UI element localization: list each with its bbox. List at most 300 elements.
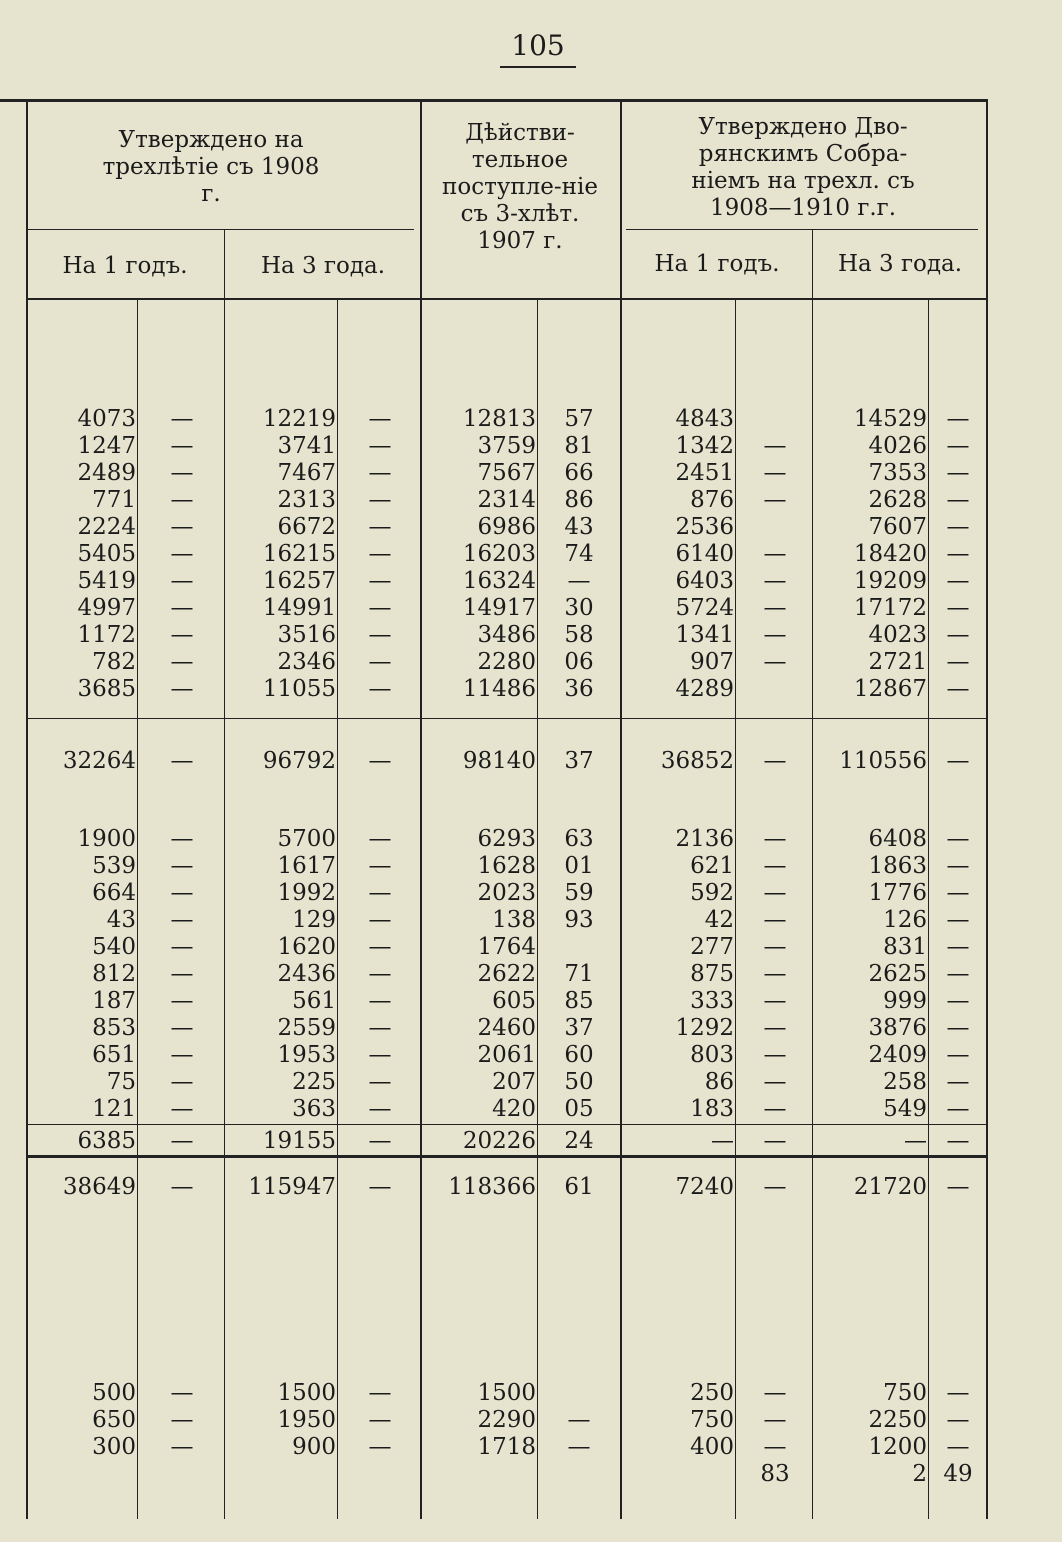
cell-assembly-3y-kop: — [946,1128,970,1154]
cell-approved-3y-rub: 5700 [277,826,336,852]
cell-actual-rub: 2622 [477,961,536,987]
cell-assembly-year-rub: 1342 [675,433,734,459]
cell-assembly-3y-rub: 1200 [868,1434,927,1460]
kop-divider-4 [735,300,736,1519]
cell-assembly-year-rub: 2136 [675,826,734,852]
header-approved-1908-per-3-years: На 3 года. [260,253,386,279]
cell-actual-rub: 7567 [477,460,536,486]
cell-actual-rub: 420 [492,1096,536,1122]
cell-assembly-3y-rub: 12867 [853,676,927,702]
table-left-border [26,101,28,1519]
cell-approved-3y-rub: 225 [292,1069,336,1095]
cell-assembly-year-kop: — [763,1015,787,1041]
cell-actual-rub: 2061 [477,1042,536,1068]
cell-assembly-3y-rub: 14529 [853,406,927,432]
cell-actual-rub: 118366 [448,1174,536,1200]
cell-assembly-year-rub: 7240 [675,1174,734,1200]
cell-approved-year-kop: — [170,595,194,621]
cell-assembly-year-kop: — [763,1174,787,1200]
cell-approved-year-rub: 4073 [77,406,136,432]
cell-approved-3y-kop: — [368,853,392,879]
cell-assembly-3y-kop: — [946,649,970,675]
header-approved-1908-per-year: На 1 годъ. [62,253,188,279]
cell-actual-kop: 71 [564,961,594,987]
cell-assembly-year-kop: — [763,1407,787,1433]
cell-approved-3y-rub: 1950 [277,1407,336,1433]
cell-assembly-3y-rub: 17172 [853,595,927,621]
cell-approved-3y-rub: 3516 [277,622,336,648]
page-number: 105 [500,26,576,68]
cell-approved-3y-rub: 2559 [277,1015,336,1041]
cell-assembly-year-kop: — [763,568,787,594]
cell-approved-year-rub: 539 [92,853,136,879]
cell-approved-3y-kop: — [368,1434,392,1460]
cell-assembly-3y-kop: — [946,676,970,702]
cell-assembly-3y-rub: 4023 [868,622,927,648]
cell-assembly-3y-rub: 831 [883,934,927,960]
cell-approved-3y-rub: 2346 [277,649,336,675]
cell-assembly-year-kop: — [763,748,787,774]
cell-assembly-3y-kop: — [946,406,970,432]
cell-approved-year-kop: — [170,460,194,486]
cell-actual-rub: 6986 [477,514,536,540]
cell-actual-kop: 63 [564,826,594,852]
cell-assembly-3y-kop: — [946,1407,970,1433]
cell-assembly-year-kop: — [763,1069,787,1095]
cell-assembly-year-rub: — [711,1128,734,1154]
cell-approved-3y-rub: 115947 [248,1174,336,1200]
cell-approved-3y-kop: — [368,1380,392,1406]
cell-approved-year-rub: 300 [92,1434,136,1460]
cell-actual-kop: 60 [564,1042,594,1068]
cell-assembly-year-kop: — [763,988,787,1014]
cell-approved-year-kop: — [170,907,194,933]
header-approved-assembly: Утверждено Дво-рянскимъ Собра-ніемъ на трехл. съ 1908—1910 г.г. [691,114,915,221]
cell-approved-3y-kop: — [368,460,392,486]
cell-approved-3y-kop: — [368,1096,392,1122]
cell-actual-rub: 20226 [462,1128,536,1154]
cell-assembly-3y-kop: 49 [943,1461,973,1487]
cell-assembly-3y-kop: — [946,1096,970,1122]
cell-actual-rub: 2290 [477,1407,536,1433]
cell-approved-3y-kop: — [368,907,392,933]
cell-assembly-year-kop: — [763,595,787,621]
cell-approved-3y-kop: — [368,1128,392,1154]
cell-actual-rub: 138 [492,907,536,933]
cell-assembly-3y-kop: — [946,622,970,648]
cell-assembly-year-rub: 1341 [675,622,734,648]
cell-approved-year-rub: 2489 [77,460,136,486]
cell-approved-year-kop: — [170,568,194,594]
cell-actual-rub: 16203 [462,541,536,567]
cell-assembly-3y-kop: — [946,1015,970,1041]
cell-assembly-3y-rub: 6408 [868,826,927,852]
cell-assembly-3y-kop: — [946,568,970,594]
cell-actual-rub: 11486 [462,676,536,702]
header-actual-receipt-1907: Дѣйстви-тельное поступле-ніе съ 3-хлѣт. 1907 г. [442,120,598,254]
cell-approved-3y-kop: — [368,1174,392,1200]
cell-actual-rub: 1500 [477,1380,536,1406]
cell-actual-rub: 98140 [462,748,536,774]
cell-assembly-3y-rub: 18420 [853,541,927,567]
cell-actual-kop: 37 [564,1015,594,1041]
cell-assembly-year-rub: 875 [690,961,734,987]
cell-approved-year-rub: 664 [92,880,136,906]
cell-assembly-year-kop: — [763,1096,787,1122]
cell-assembly-3y-kop: — [946,541,970,567]
cell-assembly-year-rub: 183 [690,1096,734,1122]
cell-approved-year-kop: — [170,880,194,906]
cell-assembly-year-kop: — [763,487,787,513]
cell-actual-kop: 05 [564,1096,594,1122]
cell-assembly-3y-rub: 999 [883,988,927,1014]
cell-approved-year-kop: — [170,541,194,567]
cell-assembly-year-rub: 750 [690,1407,734,1433]
cell-actual-kop: 58 [564,622,594,648]
cell-approved-3y-kop: — [368,676,392,702]
cell-approved-year-kop: — [170,961,194,987]
cell-assembly-3y-rub: 2625 [868,961,927,987]
cell-actual-kop: 81 [564,433,594,459]
cell-approved-3y-kop: — [368,1042,392,1068]
cell-approved-year-rub: 812 [92,961,136,987]
cell-actual-rub: 2023 [477,880,536,906]
cell-approved-3y-kop: — [368,487,392,513]
cell-approved-year-rub: 5419 [77,568,136,594]
cell-assembly-year-kop: — [763,1380,787,1406]
cell-approved-3y-kop: — [368,568,392,594]
cell-assembly-3y-rub: 1863 [868,853,927,879]
cell-actual-rub: 2460 [477,1015,536,1041]
cell-assembly-year-kop: — [763,907,787,933]
cell-assembly-3y-rub: 126 [883,907,927,933]
cell-assembly-year-rub: 6403 [675,568,734,594]
cell-approved-year-rub: 771 [92,487,136,513]
cell-approved-3y-kop: — [368,1069,392,1095]
cell-approved-year-rub: 75 [106,1069,136,1095]
cell-approved-3y-kop: — [368,649,392,675]
cell-approved-year-kop: — [170,1174,194,1200]
cell-approved-3y-kop: — [368,988,392,1014]
cell-assembly-3y-kop: — [946,853,970,879]
cell-assembly-year-rub: 36852 [660,748,734,774]
cell-approved-3y-kop: — [368,406,392,432]
cell-approved-year-kop: — [170,853,194,879]
cell-actual-rub: 16324 [462,568,536,594]
cell-assembly-3y-kop: — [946,826,970,852]
cell-approved-year-kop: — [170,988,194,1014]
cell-approved-year-rub: 5405 [77,541,136,567]
cell-approved-year-rub: 121 [92,1096,136,1122]
cell-assembly-year-kop: — [763,1042,787,1068]
cell-assembly-3y-kop: — [946,988,970,1014]
cell-actual-rub: 1718 [477,1434,536,1460]
header-assembly-per-year: На 1 годъ. [654,251,780,277]
cell-actual-kop: 37 [564,748,594,774]
cell-approved-3y-rub: 16257 [262,568,336,594]
section-rule-2 [26,1124,986,1125]
cell-actual-rub: 3486 [477,622,536,648]
cell-approved-3y-rub: 363 [292,1096,336,1122]
cell-assembly-3y-kop: — [946,433,970,459]
cell-approved-3y-rub: 19155 [262,1128,336,1154]
cell-approved-3y-rub: 96792 [262,748,336,774]
cell-approved-year-rub: 38649 [62,1174,136,1200]
cell-approved-year-rub: 2224 [77,514,136,540]
cell-approved-year-kop: — [170,1096,194,1122]
cell-approved-year-rub: 32264 [62,748,136,774]
cell-approved-3y-kop: — [368,595,392,621]
table-right-border [986,101,988,1519]
cell-assembly-year-rub: 400 [690,1434,734,1460]
cell-assembly-year-rub: 5724 [675,595,734,621]
cell-approved-year-kop: — [170,676,194,702]
cell-assembly-3y-kop: — [946,1042,970,1068]
cell-approved-3y-rub: 3741 [277,433,336,459]
cell-assembly-year-rub: 2451 [675,460,734,486]
cell-approved-year-kop: — [170,433,194,459]
cell-assembly-3y-rub: 2250 [868,1407,927,1433]
cell-assembly-3y-rub: 2409 [868,1042,927,1068]
cell-approved-3y-kop: — [368,748,392,774]
cell-approved-year-rub: 187 [92,988,136,1014]
cell-approved-3y-rub: 14991 [262,595,336,621]
cell-assembly-3y-kop: — [946,595,970,621]
cell-actual-rub: 1764 [477,934,536,960]
cell-assembly-year-rub: 2536 [675,514,734,540]
kop-divider-1 [137,300,138,1519]
cell-assembly-3y-kop: — [946,748,970,774]
cell-approved-year-rub: 853 [92,1015,136,1041]
cell-actual-kop: — [567,1407,591,1433]
kop-divider-2 [337,300,338,1519]
cell-assembly-year-rub: 876 [690,487,734,513]
cell-approved-year-rub: 1247 [77,433,136,459]
cell-approved-3y-rub: 7467 [277,460,336,486]
table-top-rule [0,99,988,102]
cell-actual-kop: 93 [564,907,594,933]
cell-approved-year-rub: 651 [92,1042,136,1068]
cell-assembly-3y-rub: 3876 [868,1015,927,1041]
cell-approved-year-kop: — [170,487,194,513]
cell-approved-year-kop: — [170,1042,194,1068]
cell-approved-3y-kop: — [368,514,392,540]
cell-assembly-year-kop: — [763,460,787,486]
cell-approved-3y-kop: — [368,880,392,906]
cell-assembly-3y-kop: — [946,1380,970,1406]
cell-assembly-year-rub: 1292 [675,1015,734,1041]
cell-assembly-year-kop: — [763,961,787,987]
cell-assembly-3y-kop: — [946,880,970,906]
cell-assembly-year-kop: — [763,934,787,960]
cell-approved-year-rub: 500 [92,1380,136,1406]
cell-actual-kop: 50 [564,1069,594,1095]
cell-assembly-year-kop: — [763,826,787,852]
cell-actual-kop: 74 [564,541,594,567]
cell-approved-year-kop: — [170,622,194,648]
cell-approved-year-kop: — [170,514,194,540]
cell-assembly-year-rub: 6140 [675,541,734,567]
cell-actual-kop: 66 [564,460,594,486]
cell-assembly-3y-kop: — [946,460,970,486]
cell-assembly-year-kop: — [763,622,787,648]
cell-actual-kop: 01 [564,853,594,879]
cell-approved-3y-kop: — [368,433,392,459]
cell-assembly-year-kop: — [763,649,787,675]
cell-approved-year-kop: — [170,748,194,774]
cell-assembly-year-rub: 333 [690,988,734,1014]
cell-assembly-3y-rub: 4026 [868,433,927,459]
cell-assembly-3y-rub: 2628 [868,487,927,513]
cell-actual-kop: 61 [564,1174,594,1200]
cell-approved-year-rub: 540 [92,934,136,960]
cell-assembly-year-kop: — [763,541,787,567]
cell-actual-kop: 06 [564,649,594,675]
cell-approved-year-rub: 4997 [77,595,136,621]
cell-assembly-3y-rub: 2 [912,1461,927,1487]
cell-assembly-3y-kop: — [946,487,970,513]
cell-assembly-3y-rub: 7353 [868,460,927,486]
cell-approved-year-rub: 782 [92,649,136,675]
cell-assembly-year-rub: 42 [704,907,734,933]
cell-assembly-year-rub: 803 [690,1042,734,1068]
cell-approved-year-rub: 1900 [77,826,136,852]
cell-actual-rub: 605 [492,988,536,1014]
cell-actual-kop: 57 [564,406,594,432]
kop-divider-3 [537,300,538,1519]
cell-assembly-year-rub: 621 [690,853,734,879]
cell-approved-year-kop: — [170,1434,194,1460]
cell-assembly-3y-rub: 2721 [868,649,927,675]
cell-assembly-year-kop: — [763,853,787,879]
cell-approved-3y-rub: 16215 [262,541,336,567]
cell-actual-kop: 24 [564,1128,594,1154]
header-bottom-rule [26,298,986,300]
cell-assembly-3y-kop: — [946,514,970,540]
cell-actual-kop: — [567,1434,591,1460]
cell-assembly-year-rub: 4289 [675,676,734,702]
header-mid-rule-left [26,229,414,230]
cell-approved-3y-rub: 11055 [262,676,336,702]
cell-approved-3y-kop: — [368,934,392,960]
cell-assembly-year-rub: 907 [690,649,734,675]
cell-actual-rub: 2280 [477,649,536,675]
cell-approved-3y-rub: 12219 [262,406,336,432]
cell-approved-year-kop: — [170,1128,194,1154]
cell-assembly-3y-kop: — [946,961,970,987]
cell-assembly-3y-rub: 549 [883,1096,927,1122]
cell-actual-rub: 6293 [477,826,536,852]
cell-assembly-3y-kop: — [946,934,970,960]
cell-assembly-3y-rub: 19209 [853,568,927,594]
cell-approved-3y-rub: 1620 [277,934,336,960]
col-divider-1 [420,101,422,1519]
cell-approved-3y-rub: 1500 [277,1380,336,1406]
cell-assembly-3y-rub: 258 [883,1069,927,1095]
cell-approved-year-rub: 3685 [77,676,136,702]
cell-actual-rub: 14917 [462,595,536,621]
cell-actual-kop: 43 [564,514,594,540]
section-rule-1 [26,718,986,719]
cell-assembly-year-kop: — [763,433,787,459]
cell-assembly-year-kop: — [763,880,787,906]
cell-approved-3y-kop: — [368,826,392,852]
cell-approved-3y-rub: 2436 [277,961,336,987]
cell-actual-kop: 30 [564,595,594,621]
cell-approved-3y-rub: 900 [292,1434,336,1460]
cell-assembly-3y-kop: — [946,1434,970,1460]
cell-approved-3y-kop: — [368,622,392,648]
cell-approved-year-kop: — [170,406,194,432]
cell-approved-year-rub: 1172 [77,622,136,648]
cell-approved-3y-rub: 1992 [277,880,336,906]
cell-actual-kop: — [567,568,591,594]
cell-actual-rub: 207 [492,1069,536,1095]
cell-approved-year-kop: — [170,1015,194,1041]
cell-assembly-year-rub: 4843 [675,406,734,432]
header-assembly-per-3-years: На 3 года. [837,251,963,277]
cell-assembly-3y-rub: 750 [883,1380,927,1406]
cell-actual-kop: 36 [564,676,594,702]
cell-approved-3y-kop: — [368,541,392,567]
cell-assembly-3y-kop: — [946,907,970,933]
cell-assembly-year-kop: — [763,1128,787,1154]
section-rule-3 [26,1155,986,1158]
cell-actual-kop: 86 [564,487,594,513]
cell-actual-rub: 3759 [477,433,536,459]
cell-approved-3y-rub: 1617 [277,853,336,879]
cell-approved-3y-rub: 129 [292,907,336,933]
cell-approved-year-rub: 650 [92,1407,136,1433]
cell-assembly-3y-rub: — [904,1128,927,1154]
cell-assembly-3y-rub: 7607 [868,514,927,540]
subcol-divider-2 [812,230,813,1519]
cell-actual-rub: 1628 [477,853,536,879]
cell-approved-year-kop: — [170,1407,194,1433]
cell-approved-3y-kop: — [368,1407,392,1433]
cell-approved-year-kop: — [170,826,194,852]
cell-assembly-3y-rub: 21720 [853,1174,927,1200]
cell-assembly-3y-kop: — [946,1174,970,1200]
cell-actual-rub: 2314 [477,487,536,513]
cell-assembly-3y-rub: 110556 [839,748,927,774]
subcol-divider-1 [224,230,225,1519]
cell-assembly-year-rub: 250 [690,1380,734,1406]
cell-approved-year-kop: — [170,1380,194,1406]
cell-assembly-year-rub: 277 [690,934,734,960]
cell-assembly-year-kop: 83 [760,1461,790,1487]
cell-approved-year-kop: — [170,1069,194,1095]
cell-approved-3y-kop: — [368,961,392,987]
cell-assembly-year-rub: 86 [704,1069,734,1095]
cell-approved-3y-rub: 6672 [277,514,336,540]
cell-assembly-3y-kop: — [946,1069,970,1095]
cell-assembly-3y-rub: 1776 [868,880,927,906]
cell-approved-3y-rub: 561 [292,988,336,1014]
cell-actual-kop: 59 [564,880,594,906]
cell-approved-year-rub: 43 [106,907,136,933]
cell-approved-3y-rub: 1953 [277,1042,336,1068]
cell-actual-rub: 12813 [462,406,536,432]
cell-approved-year-kop: — [170,649,194,675]
cell-actual-kop: 85 [564,988,594,1014]
cell-assembly-year-rub: 592 [690,880,734,906]
cell-assembly-year-kop: — [763,1434,787,1460]
cell-approved-3y-kop: — [368,1015,392,1041]
cell-approved-year-kop: — [170,934,194,960]
cell-approved-3y-rub: 2313 [277,487,336,513]
kop-divider-5 [928,300,929,1519]
